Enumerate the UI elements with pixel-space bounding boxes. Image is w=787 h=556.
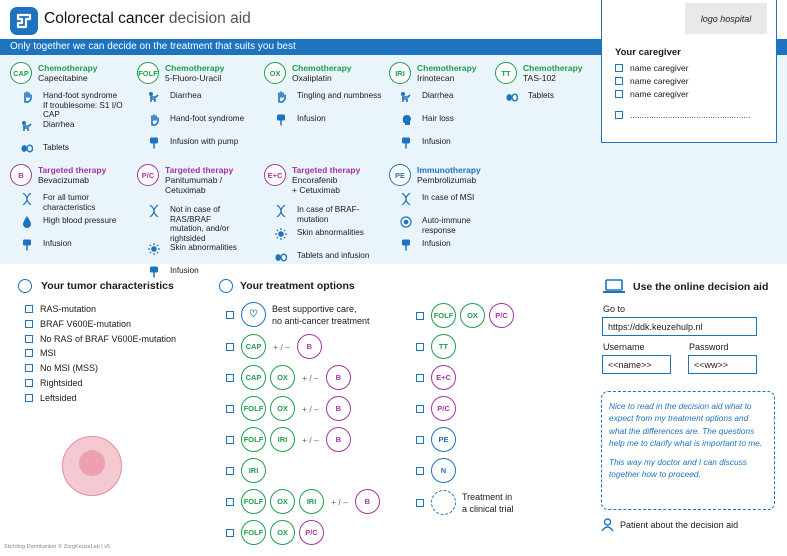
option-folfiri[interactable] bbox=[226, 427, 355, 452]
tumor-item[interactable]: RAS-mutation bbox=[25, 304, 96, 314]
person-icon bbox=[219, 279, 233, 293]
side-effect-item bbox=[148, 137, 257, 160]
option-folfox[interactable] bbox=[226, 396, 355, 421]
app-logo-icon bbox=[10, 7, 38, 35]
side-effect-label: Infusion bbox=[170, 266, 199, 275]
drug-badge: OX bbox=[264, 62, 286, 84]
side-effect-item bbox=[400, 239, 509, 262]
drug-name: TAS-102 bbox=[523, 73, 556, 83]
optional-addon: + / – bbox=[331, 496, 348, 507]
drug-category: Immunotherapy bbox=[417, 165, 481, 175]
option-best-supportive-care[interactable]: ♡ Best supportive care, no anti-cancer treatment bbox=[226, 302, 370, 327]
drug-category: Targeted therapy bbox=[292, 165, 361, 175]
hand-icon bbox=[275, 91, 287, 103]
checkbox[interactable] bbox=[615, 111, 623, 119]
side-effect-label: For all tumor characteristics bbox=[43, 193, 96, 212]
side-effect-item bbox=[148, 205, 257, 243]
tumor-item[interactable]: BRAF V600E-mutation bbox=[25, 319, 131, 329]
side-effect-label: High blood pressure bbox=[43, 216, 117, 225]
checkbox[interactable] bbox=[416, 405, 424, 413]
drug-badge: FOLF bbox=[137, 62, 159, 84]
side-effect-item bbox=[400, 114, 509, 137]
drug-card-pe bbox=[389, 164, 509, 262]
head-icon bbox=[400, 114, 412, 126]
checkbox[interactable] bbox=[25, 364, 33, 372]
quote-author: Patient about the decision aid bbox=[601, 518, 738, 532]
tablets-icon bbox=[21, 143, 33, 155]
drug-badge: P/C bbox=[489, 303, 514, 328]
optional-addon: + / – bbox=[273, 341, 290, 352]
drug-badge: OX bbox=[460, 303, 485, 328]
side-effect-label: Not in case of RAS/BRAF mutation, and/or rightsided bbox=[170, 205, 230, 243]
drug-badge: FOLF bbox=[241, 396, 266, 421]
tumor-item[interactable]: MSI bbox=[25, 348, 56, 358]
care-hands-icon: ♡ bbox=[241, 302, 266, 327]
option-pe[interactable] bbox=[416, 427, 460, 452]
side-effect-label: Infusion with pump bbox=[170, 137, 239, 146]
clinical-trial-icon bbox=[431, 490, 456, 515]
caregiver-item[interactable]: name caregiver bbox=[615, 63, 689, 73]
side-effect-item bbox=[400, 216, 509, 239]
drug-badge: IRI bbox=[389, 62, 411, 84]
side-effect-item bbox=[275, 205, 384, 228]
drug-badge: IRI bbox=[241, 458, 266, 483]
checkbox[interactable] bbox=[25, 320, 33, 328]
checkbox[interactable] bbox=[615, 64, 623, 72]
drug-badge: CAP bbox=[10, 62, 32, 84]
checkbox[interactable] bbox=[226, 374, 234, 382]
drug-name: 5-Fluoro-Uracil bbox=[165, 73, 222, 83]
side-effect-label: Infusion bbox=[422, 137, 451, 146]
banner-text: Only together we can decide on the treatment that suits you best bbox=[10, 41, 296, 52]
drug-category: Chemotherapy bbox=[417, 63, 477, 73]
dna-icon bbox=[400, 193, 412, 205]
side-effect-label: In case of MSI bbox=[422, 193, 475, 202]
tumor-item[interactable]: No MSI (MSS) bbox=[25, 363, 98, 373]
checkbox[interactable] bbox=[416, 312, 424, 320]
username-label: Username bbox=[603, 342, 645, 352]
side-effect-label: Hair loss bbox=[422, 114, 454, 123]
options-section-header: Your treatment options bbox=[219, 279, 355, 293]
toilet-icon bbox=[400, 91, 412, 103]
checkbox[interactable] bbox=[416, 436, 424, 444]
side-effect-label: In case of BRAF-mutation bbox=[297, 205, 360, 224]
drug-badge: P/C bbox=[431, 396, 456, 421]
tablets-icon bbox=[275, 251, 287, 263]
drug-category: Targeted therapy bbox=[165, 165, 234, 175]
side-effect-label: Skin abnormalities bbox=[297, 228, 364, 237]
dna-icon bbox=[21, 193, 33, 205]
drug-badge: B bbox=[326, 365, 351, 390]
caregiver-title: Your caregiver bbox=[615, 47, 681, 58]
checkbox[interactable] bbox=[416, 499, 424, 507]
checkbox[interactable] bbox=[226, 311, 234, 319]
side-effect-label: Diarrhea bbox=[170, 91, 202, 100]
drug-badge: P/C bbox=[299, 520, 324, 545]
drug-badge: B bbox=[10, 164, 32, 186]
infusion-icon bbox=[21, 239, 33, 251]
drug-name: Pembrolizumab bbox=[417, 175, 477, 185]
option-folfoxiri[interactable] bbox=[226, 489, 384, 514]
option-capox[interactable] bbox=[226, 365, 355, 390]
drug-badge: E+C bbox=[264, 164, 286, 186]
checkbox[interactable] bbox=[25, 394, 33, 402]
laptop-icon bbox=[603, 279, 625, 294]
caregiver-item[interactable]: name caregiver bbox=[615, 89, 689, 99]
drug-card-iri bbox=[389, 62, 509, 160]
side-effect-item bbox=[400, 193, 509, 216]
side-effect-label: Skin abnormalities bbox=[170, 243, 237, 252]
hand-icon bbox=[21, 91, 33, 103]
side-effect-label: Hand-foot syndrome bbox=[170, 114, 245, 123]
drug-badge: B bbox=[297, 334, 322, 359]
checkbox[interactable] bbox=[25, 349, 33, 357]
url-field[interactable]: https://ddk.keuzehulp.nl bbox=[602, 317, 757, 336]
dna-icon bbox=[275, 205, 287, 217]
side-effect-label: Infusion bbox=[297, 114, 326, 123]
drug-badge: OX bbox=[270, 396, 295, 421]
infusion-icon bbox=[148, 266, 160, 278]
person-icon bbox=[601, 518, 614, 532]
option-n[interactable] bbox=[416, 458, 460, 483]
side-effect-item bbox=[275, 251, 384, 274]
tablets-icon bbox=[506, 91, 518, 103]
drug-badge: B bbox=[326, 427, 351, 452]
cell-nucleus bbox=[79, 450, 105, 476]
drug-badge: P/C bbox=[137, 164, 159, 186]
password-field[interactable]: <<ww>> bbox=[688, 355, 757, 374]
footer: Stichting Darmkanker © ZorgKeuzeLab | v5 bbox=[4, 544, 111, 550]
drug-card-pc bbox=[137, 164, 257, 289]
side-effect-label: Tablets and infusion bbox=[297, 251, 370, 260]
toilet-icon bbox=[148, 91, 160, 103]
checkbox[interactable] bbox=[226, 498, 234, 506]
checkbox[interactable] bbox=[416, 467, 424, 475]
tumor-item[interactable]: Leftsided bbox=[25, 393, 77, 403]
caregiver-item[interactable]: name caregiver bbox=[615, 76, 689, 86]
side-effect-label: Diarrhea bbox=[43, 119, 75, 129]
drug-category: Targeted therapy bbox=[38, 165, 107, 175]
checkbox[interactable] bbox=[615, 77, 623, 85]
drug-name: Encorafenib + Cetuximab bbox=[292, 175, 340, 195]
drug-badge: CAP bbox=[241, 365, 266, 390]
option-folfox-pc[interactable] bbox=[226, 520, 328, 545]
drug-badge: IRI bbox=[270, 427, 295, 452]
option-clinical-trial[interactable]: Treatment in a clinical trial bbox=[416, 490, 514, 515]
hospital-logo: logo hospital bbox=[685, 3, 767, 34]
drug-badge: E+C bbox=[431, 365, 456, 390]
optional-addon: + / – bbox=[302, 403, 319, 414]
side-effect-item bbox=[21, 120, 130, 143]
target-icon bbox=[400, 216, 412, 228]
checkbox[interactable] bbox=[25, 379, 33, 387]
infusion-icon bbox=[275, 114, 287, 126]
drug-name: Panitumumab / Cetuximab bbox=[165, 175, 223, 195]
patient-quote: Nice to read in the decision aid what to expect from my treatment options and what the differences are. The questions help me to clarify what is important to me. This way my doctor and I can discuss together how to proceed. bbox=[601, 391, 775, 510]
side-effect-item bbox=[275, 91, 384, 114]
drop-icon bbox=[21, 216, 33, 228]
drug-category: Chemotherapy bbox=[165, 63, 225, 73]
drug-badge: CAP bbox=[241, 334, 266, 359]
side-effect-item bbox=[21, 91, 130, 120]
side-effect-label: Infusion bbox=[422, 239, 451, 248]
checkbox[interactable] bbox=[25, 305, 33, 313]
checkbox[interactable] bbox=[226, 529, 234, 537]
option-iri[interactable] bbox=[226, 458, 270, 483]
drug-badge: IRI bbox=[299, 489, 324, 514]
side-effect-label: Auto-immune response bbox=[422, 216, 471, 235]
checkbox[interactable] bbox=[226, 467, 234, 475]
side-effect-item bbox=[275, 114, 384, 137]
side-effect-item bbox=[21, 193, 130, 216]
infusion-icon bbox=[148, 137, 160, 149]
side-effect-item bbox=[148, 243, 257, 266]
side-effect-item bbox=[148, 114, 257, 137]
side-effect-item bbox=[21, 239, 130, 262]
drug-badge: B bbox=[355, 489, 380, 514]
side-effect-item bbox=[21, 143, 130, 166]
checkbox[interactable] bbox=[416, 343, 424, 351]
toilet-icon bbox=[21, 120, 33, 132]
drug-badge: PE bbox=[389, 164, 411, 186]
option-ec[interactable] bbox=[416, 365, 460, 390]
hand-icon bbox=[148, 114, 160, 126]
drug-card-folf bbox=[137, 62, 257, 160]
side-effect-item bbox=[21, 216, 130, 239]
side-effect-label: Diarrhea bbox=[422, 91, 454, 100]
option-folfox-pc-2[interactable] bbox=[416, 303, 518, 328]
drug-category: Chemotherapy bbox=[523, 63, 583, 73]
online-section-header: Use the online decision aid bbox=[603, 279, 768, 294]
drug-card-ec bbox=[264, 164, 384, 274]
drug-category: Chemotherapy bbox=[292, 63, 352, 73]
drug-badge: FOLF bbox=[241, 489, 266, 514]
side-effect-label: Tablets bbox=[528, 91, 554, 100]
drug-name: Bevacizumab bbox=[38, 175, 90, 185]
side-effect-item bbox=[400, 137, 509, 160]
drug-badge: OX bbox=[270, 489, 295, 514]
drug-badge: PE bbox=[431, 427, 456, 452]
drug-badge: OX bbox=[270, 520, 295, 545]
side-effect-label: Tablets bbox=[43, 142, 69, 152]
caregiver-item-blank[interactable]: ................................................... bbox=[615, 110, 750, 120]
drug-card-b bbox=[10, 164, 130, 262]
drug-badge: N bbox=[431, 458, 456, 483]
side-effect-label: Infusion bbox=[43, 239, 72, 248]
drug-category: Chemotherapy bbox=[38, 63, 98, 73]
username-field[interactable]: <<name>> bbox=[602, 355, 671, 374]
dna-icon bbox=[148, 205, 160, 217]
infusion-icon bbox=[400, 137, 412, 149]
drug-badge: TT bbox=[431, 334, 456, 359]
option-cap[interactable] bbox=[226, 334, 326, 359]
optional-addon: + / – bbox=[302, 434, 319, 445]
drug-card-ox bbox=[264, 62, 384, 137]
drug-name: Oxaliplatin bbox=[292, 73, 332, 83]
password-label: Password bbox=[689, 342, 729, 352]
drug-badge: FOLF bbox=[431, 303, 456, 328]
drug-card-tt bbox=[495, 62, 615, 114]
drug-name: Capecitabine bbox=[38, 73, 88, 83]
optional-addon: + / – bbox=[302, 372, 319, 383]
checkbox[interactable] bbox=[25, 335, 33, 343]
sun-icon bbox=[275, 228, 287, 240]
side-effect-item bbox=[275, 228, 384, 251]
option-pc[interactable] bbox=[416, 396, 460, 421]
drug-badge: FOLF bbox=[241, 427, 266, 452]
side-effect-label: Tingling and numbness bbox=[297, 91, 382, 100]
side-effect-item bbox=[506, 91, 615, 114]
option-tt[interactable] bbox=[416, 334, 460, 359]
page-title: Colorectal cancer decision aid bbox=[44, 10, 251, 27]
sun-icon bbox=[148, 243, 160, 255]
drug-badge: TT bbox=[495, 62, 517, 84]
tumor-section-header: Your tumor characteristics bbox=[18, 279, 174, 293]
drug-badge: FOLF bbox=[241, 520, 266, 545]
drug-badge: B bbox=[326, 396, 351, 421]
dna-icon bbox=[18, 279, 32, 293]
checkbox[interactable] bbox=[226, 405, 234, 413]
drug-name: Irinotecan bbox=[417, 73, 455, 83]
side-effect-item bbox=[148, 91, 257, 114]
checkbox[interactable] bbox=[226, 436, 234, 444]
tumor-item[interactable]: Rightsided bbox=[25, 378, 83, 388]
drug-card-cap bbox=[10, 62, 130, 166]
checkbox[interactable] bbox=[226, 343, 234, 351]
side-effect-item bbox=[400, 91, 509, 114]
drug-badge: OX bbox=[270, 365, 295, 390]
checkbox[interactable] bbox=[615, 90, 623, 98]
side-effect-label: Hand-foot syndrome If troublesome: S1 I/O CAP bbox=[43, 91, 123, 119]
checkbox[interactable] bbox=[416, 374, 424, 382]
goto-label: Go to bbox=[603, 304, 626, 314]
infusion-icon bbox=[400, 239, 412, 251]
tumor-item[interactable]: No RAS of BRAF V600E-mutation bbox=[25, 334, 176, 344]
